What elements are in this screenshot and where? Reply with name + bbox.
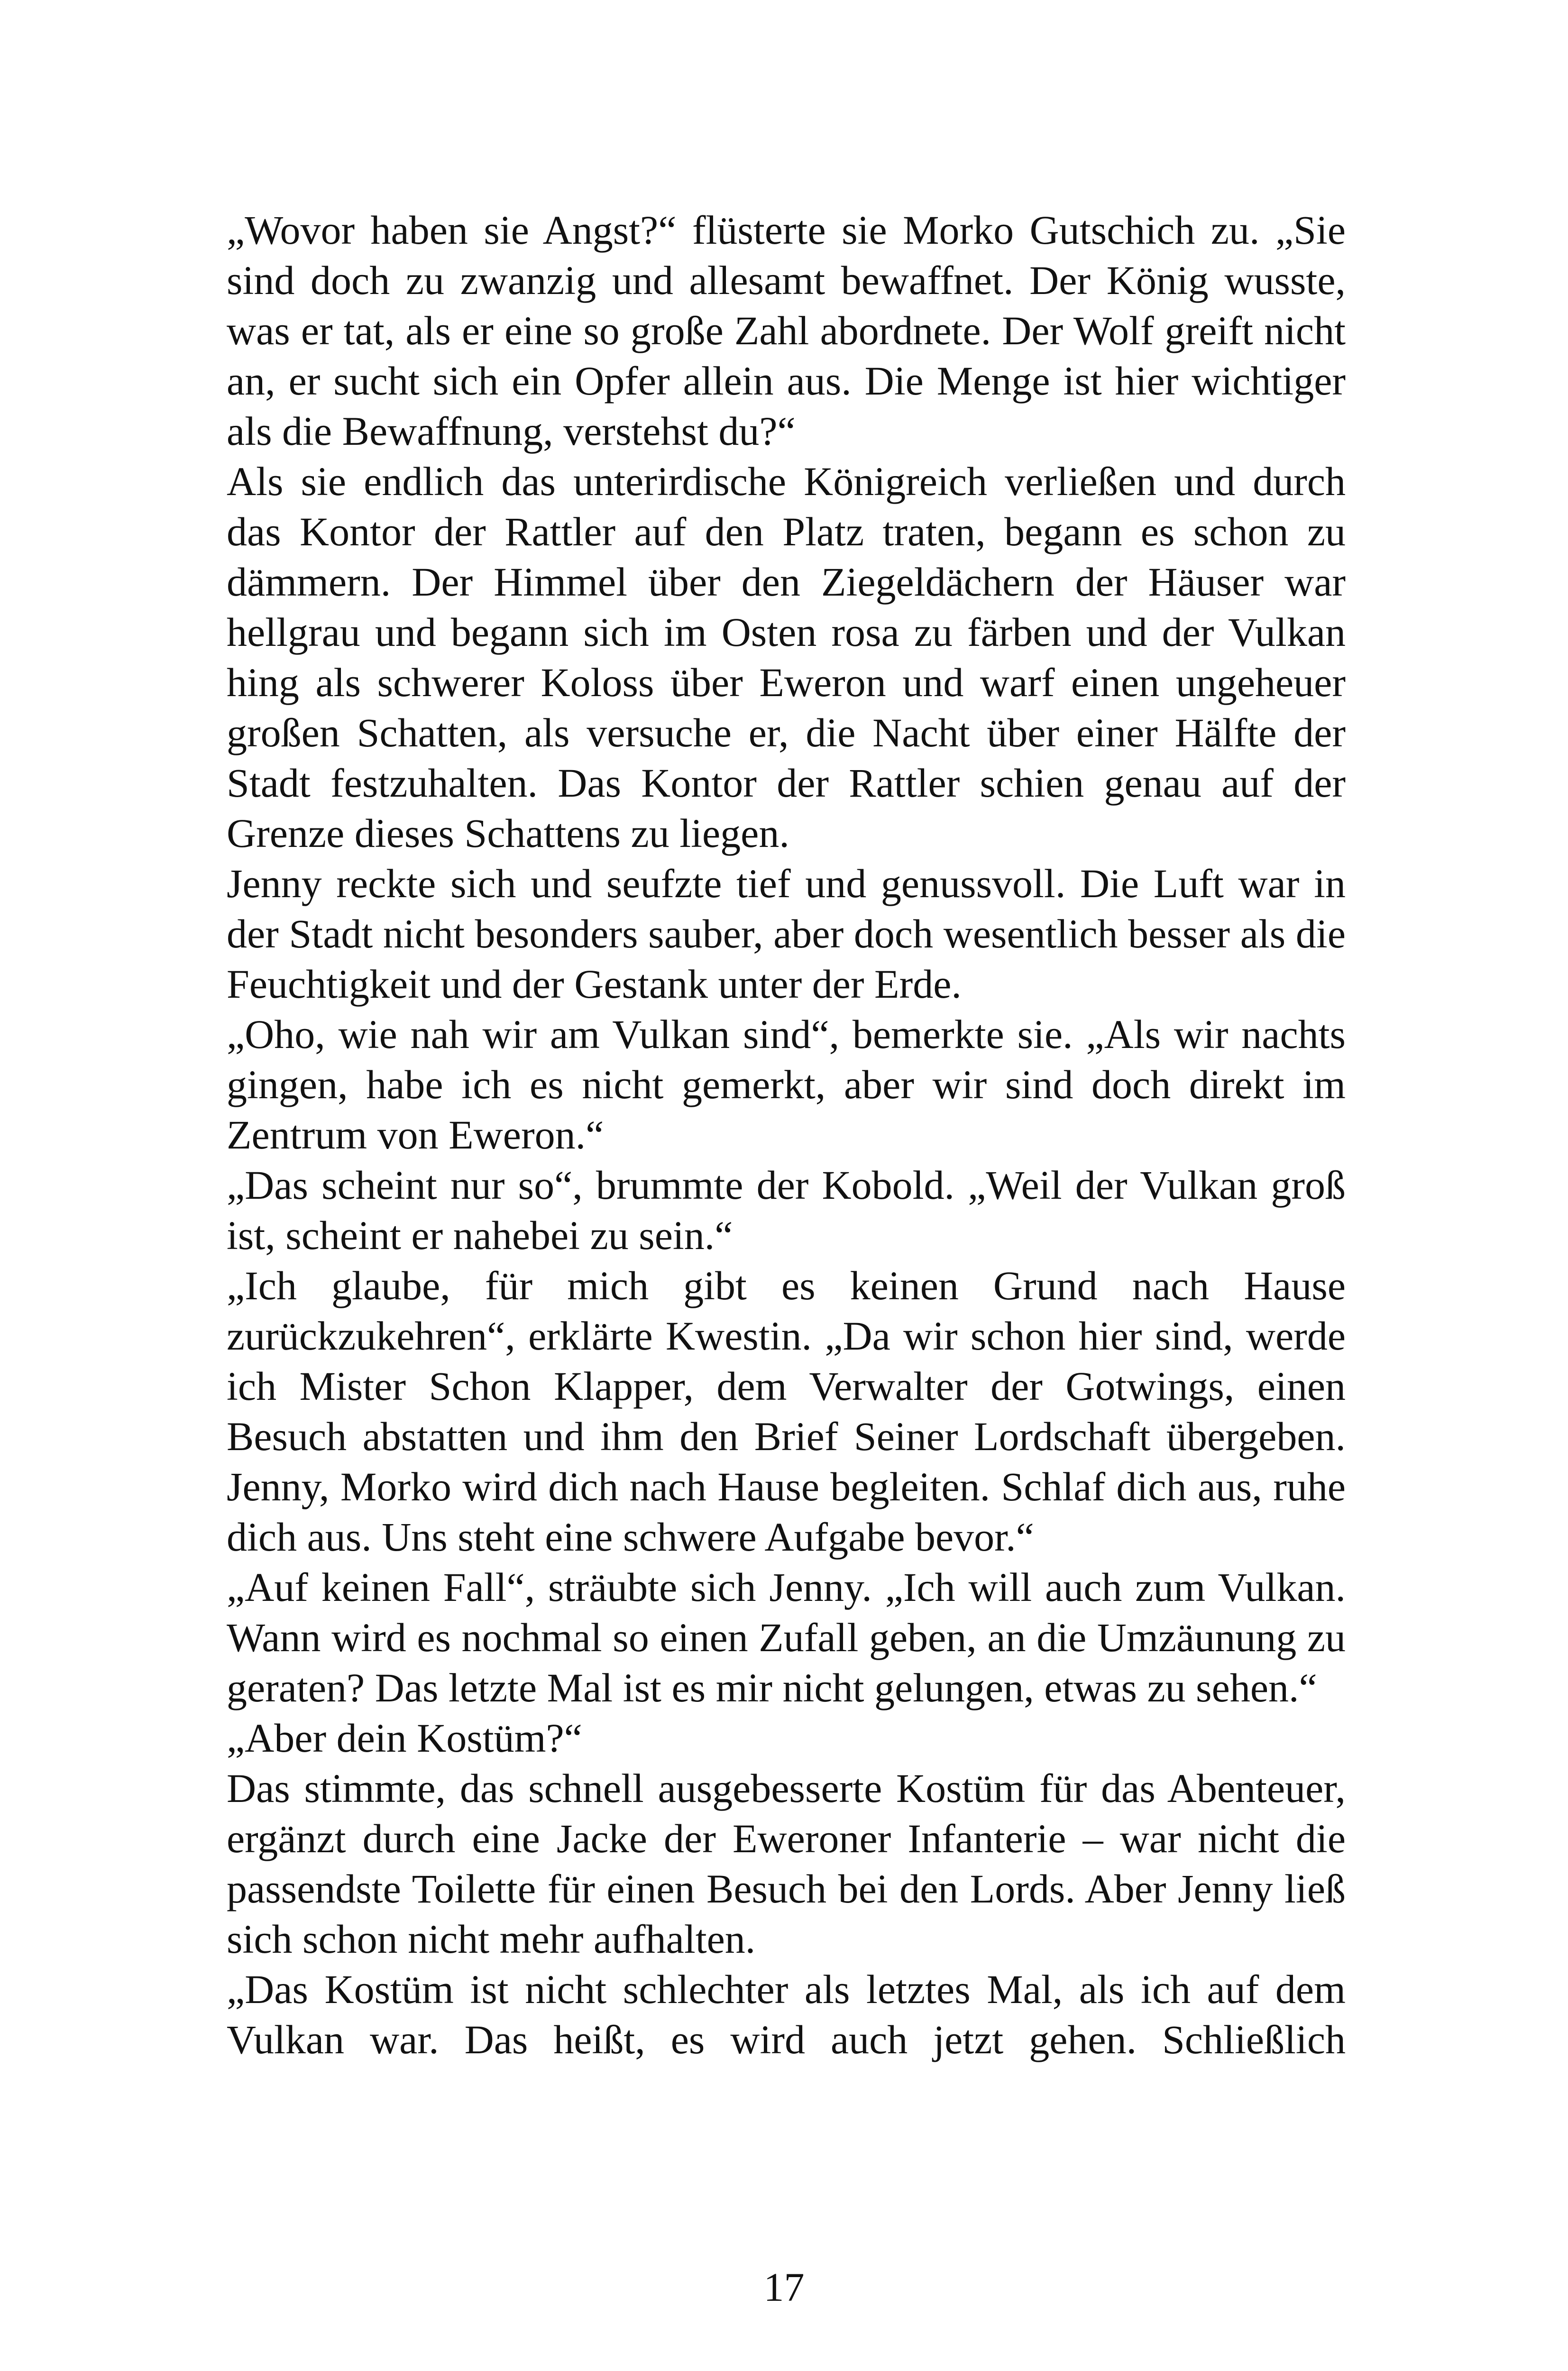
paragraph: „Oho, wie nah wir am Vulkan sind“, bemerkte sie. „Als wir nachts gingen, habe ich es nicht gemerkt, aber wir sind doch direkt im Zentrum von Eweron.“ [227,1011,1346,1158]
paragraph: Das stimmte, das schnell ausgebesserte Kostüm für das Abenteuer, ergänzt durch eine Jacke der Eweroner Infanterie – war nicht die passendste Toilette für einen Besuch bei den Lords. Aber Jenny ließ sich schon nicht mehr aufhalten. [227,1765,1346,1962]
paragraph: Jenny reckte sich und seufzte tief und genussvoll. Die Luft war in der Stadt nicht besonders sauber, aber doch wesentlich besser als die Feuchtigkeit und der Gestank unter der Erde. [227,861,1346,1007]
page-number: 17 [763,2264,805,2310]
paragraph: Als sie endlich das unterirdische Königreich verließen und durch das Kontor der Rattler auf den Platz traten, begann es schon zu dämmern. Der Himmel über den Ziegeldächern der Häuser war hellgrau und begann sich im Osten rosa zu färben und der Vulkan hing als schwerer Koloss über Eweron und warf einen ungeheuer großen Schatten, als versuche er, die Nacht über einer Hälfte der Stadt festzuhalten. Das Kontor der Rattler schien genau auf der Grenze dieses Schattens zu liegen. [227,459,1346,856]
paragraph: „Ich glaube, für mich gibt es keinen Grund nach Hause zurückzukehren“, erklärte Kwestin. „Da wir schon hier sind, werde ich Mister Schon Klapper, dem Verwalter der Gotwings, einen Besuch abstatten und ihm den Brief Seiner Lordschaft übergeben. Jenny, Morko wird dich nach Hause begleiten. Schlaf dich aus, ruhe dich aus. Uns steht eine schwere Aufgabe bevor.“ [227,1263,1346,1560]
paragraph: „Wovor haben sie Angst?“ flüsterte sie Morko Gutschich zu. „Sie sind doch zu zwanzig und allesamt bewaffnet. Der König wusste, was er tat, als er eine so große Zahl abordnete. Der Wolf greift nicht an, er sucht sich ein Opfer allein aus. Die Menge ist hier wichtiger als die Bewaffnung, verstehst du?“ [227,207,1346,454]
paragraph: „Aber dein Kostüm?“ [227,1715,582,1761]
paragraph: „Das scheint nur so“, brummte der Kobold. „Weil der Vulkan groß ist, scheint er nahebei zu sein.“ [227,1162,1346,1258]
paragraph: „Auf keinen Fall“, sträubte sich Jenny. „Ich will auch zum Vulkan. Wann wird es nochmal so einen Zufall geben, an die Umzäunung zu geraten? Das letzte Mal ist es mir nicht gelungen, etwas zu sehen.“ [227,1564,1346,1710]
paragraph-continued: „Das Kostüm ist nicht schlechter als letztes Mal, als ich auf dem Vulkan war. Das heißt, es wird auch jetzt gehen. Schließlich [227,1967,1346,2062]
body-text [227,205,1346,2065]
